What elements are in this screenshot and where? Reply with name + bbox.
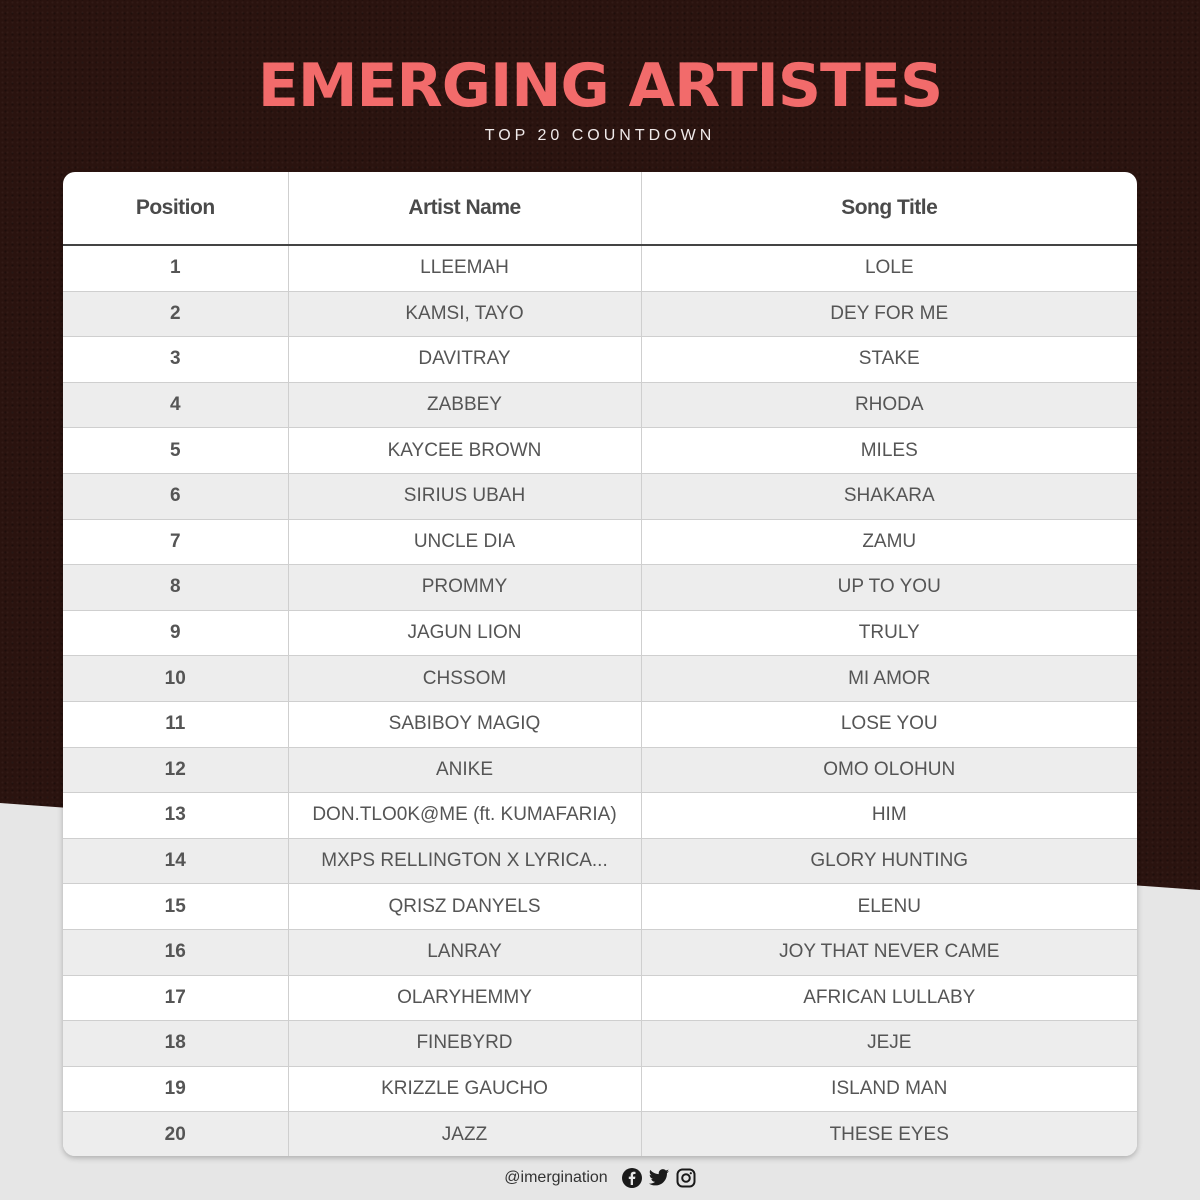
table-row [63, 337, 1137, 383]
song-cell: UP TO YOU [641, 565, 1137, 611]
countdown-table [63, 172, 1137, 1156]
position-cell: 18 [63, 1021, 288, 1067]
song-cell: ELENU [641, 884, 1137, 930]
table-row [63, 975, 1137, 1021]
table-row [63, 838, 1137, 884]
table-row [63, 473, 1137, 519]
position-cell: 6 [63, 473, 288, 519]
artist-cell: KAYCEE BROWN [288, 428, 641, 474]
position-cell: 1 [63, 245, 288, 291]
instagram-icon[interactable] [676, 1168, 696, 1188]
table-row [63, 1021, 1137, 1067]
song-cell: SHAKARA [641, 473, 1137, 519]
artist-cell: DAVITRAY [288, 337, 641, 383]
song-cell: LOLE [641, 245, 1137, 291]
song-cell: JEJE [641, 1021, 1137, 1067]
table-row [63, 701, 1137, 747]
position-cell: 20 [63, 1112, 288, 1156]
artist-cell: PROMMY [288, 565, 641, 611]
artist-cell: CHSSOM [288, 656, 641, 702]
table-row [63, 747, 1137, 793]
position-cell: 19 [63, 1066, 288, 1112]
table-row [63, 610, 1137, 656]
position-cell: 8 [63, 565, 288, 611]
artist-cell: ZABBEY [288, 382, 641, 428]
artist-cell: UNCLE DIA [288, 519, 641, 565]
page-subtitle: TOP 20 COUNTDOWN [484, 127, 716, 144]
position-cell: 5 [63, 428, 288, 474]
table-row [63, 565, 1137, 611]
position-cell: 11 [63, 701, 288, 747]
column-header-position: Position [63, 172, 288, 245]
song-cell: TRULY [641, 610, 1137, 656]
table-row [63, 428, 1137, 474]
artist-cell: JAGUN LION [288, 610, 641, 656]
facebook-icon[interactable] [622, 1168, 642, 1188]
artist-cell: ANIKE [288, 747, 641, 793]
artist-cell: SABIBOY MAGIQ [288, 701, 641, 747]
position-cell: 13 [63, 793, 288, 839]
song-cell: RHODA [641, 382, 1137, 428]
position-cell: 14 [63, 838, 288, 884]
position-cell: 2 [63, 291, 288, 337]
song-cell: AFRICAN LULLABY [641, 975, 1137, 1021]
artist-cell: JAZZ [288, 1112, 641, 1156]
table-row [63, 656, 1137, 702]
song-cell: STAKE [641, 337, 1137, 383]
table-row [63, 1066, 1137, 1112]
artist-cell: SIRIUS UBAH [288, 473, 641, 519]
artist-cell: FINEBYRD [288, 1021, 641, 1067]
artist-cell: LLEEMAH [288, 245, 641, 291]
artist-cell: LANRAY [288, 929, 641, 975]
artist-cell: QRISZ DANYELS [288, 884, 641, 930]
artist-cell: KAMSI, TAYO [288, 291, 641, 337]
song-cell: HIM [641, 793, 1137, 839]
position-cell: 9 [63, 610, 288, 656]
song-cell: DEY FOR ME [641, 291, 1137, 337]
position-cell: 17 [63, 975, 288, 1021]
table-row [63, 519, 1137, 565]
artist-cell: OLARYHEMMY [288, 975, 641, 1021]
position-cell: 3 [63, 337, 288, 383]
column-header-artist: Artist Name [288, 172, 641, 245]
song-cell: THESE EYES [641, 1112, 1137, 1156]
artist-cell: MXPS RELLINGTON X LYRICA... [288, 838, 641, 884]
position-cell: 7 [63, 519, 288, 565]
footer [0, 1166, 1200, 1190]
song-cell: MILES [641, 428, 1137, 474]
position-cell: 16 [63, 929, 288, 975]
song-cell: JOY THAT NEVER CAME [641, 929, 1137, 975]
table-row [63, 291, 1137, 337]
song-cell: ZAMU [641, 519, 1137, 565]
song-cell: GLORY HUNTING [641, 838, 1137, 884]
table-row [63, 245, 1137, 291]
table-row [63, 929, 1137, 975]
table-row [63, 793, 1137, 839]
social-handle[interactable]: @imergination [504, 1169, 608, 1186]
position-cell: 4 [63, 382, 288, 428]
position-cell: 12 [63, 747, 288, 793]
position-cell: 10 [63, 656, 288, 702]
song-cell: OMO OLOHUN [641, 747, 1137, 793]
position-cell: 15 [63, 884, 288, 930]
column-header-song: Song Title [641, 172, 1137, 245]
song-cell: MI AMOR [641, 656, 1137, 702]
artist-cell: KRIZZLE GAUCHO [288, 1066, 641, 1112]
chart-table-card [63, 172, 1137, 1156]
table-header-row [63, 172, 1137, 245]
table-row [63, 884, 1137, 930]
page-title: EMERGING ARTISTES [257, 51, 943, 121]
song-cell: ISLAND MAN [641, 1066, 1137, 1112]
table-row [63, 382, 1137, 428]
twitter-icon[interactable] [648, 1168, 670, 1188]
table-row [63, 1112, 1137, 1156]
artist-cell: DON.TLO0K@ME (ft. KUMAFARIA) [288, 793, 641, 839]
song-cell: LOSE YOU [641, 701, 1137, 747]
